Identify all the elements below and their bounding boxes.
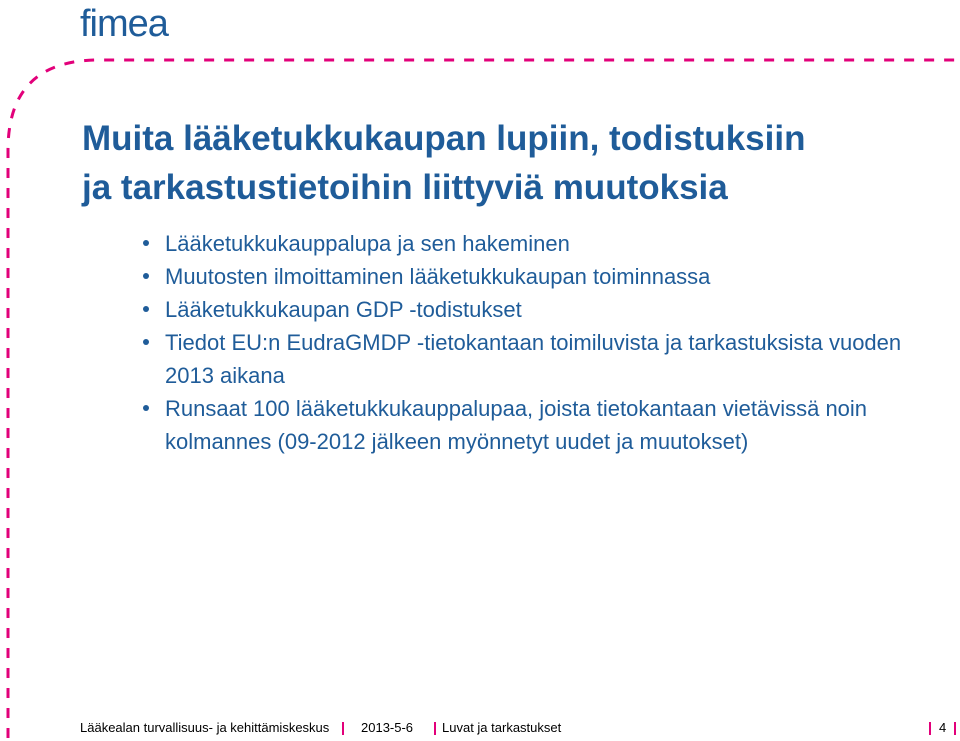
bullet-icon	[143, 405, 149, 411]
footer-separator	[434, 722, 436, 735]
title-line-1: Muita lääketukkukaupan lupiin, todistuksiin	[82, 119, 806, 158]
footer-date: 2013-5-6	[361, 720, 414, 735]
fimea-logo	[80, 2, 190, 42]
bullet-item	[143, 260, 933, 293]
bullet-item	[143, 392, 933, 458]
footer-separator	[954, 722, 956, 735]
bullet-list	[143, 227, 933, 458]
bullet-text: Tiedot EU:n EudraGMDP -tietokantaan toimiluvista ja tarkastuksista vuoden 2013 aikana	[165, 330, 902, 388]
footer-separator	[342, 722, 344, 735]
bullet-item	[143, 293, 933, 326]
footer-organization: Lääkealan turvallisuus- ja kehittämiskeskus	[80, 720, 330, 735]
footer-page-number: 4	[939, 720, 947, 735]
bullet-item	[143, 326, 933, 392]
slide-footer	[80, 718, 960, 738]
bullet-icon	[143, 273, 149, 279]
bullet-icon	[143, 339, 149, 345]
title-line-2: ja tarkastustietoihin liittyviä muutoksia	[82, 168, 728, 207]
footer-topic: Luvat ja tarkastukset	[442, 720, 562, 735]
bullet-icon	[143, 240, 149, 246]
footer-separator	[929, 722, 931, 735]
bullet-icon	[143, 306, 149, 312]
bullet-text: Runsaat 100 lääketukkukauppalupaa, joista tietokantaan vietävissä noin kolmannes (09-2012 jälkeen myönnetyt uudet ja muutokset)	[165, 396, 868, 454]
bullet-text: Lääketukkukaupan GDP -todistukset	[165, 297, 522, 322]
fimea-logo-text: fimea	[80, 3, 168, 42]
bullet-text: Lääketukkukauppalupa ja sen hakeminen	[165, 231, 570, 256]
slide-title	[82, 114, 942, 212]
bullet-text: Muutosten ilmoittaminen lääketukkukaupan toiminnassa	[165, 264, 711, 289]
bullet-item	[143, 227, 933, 260]
